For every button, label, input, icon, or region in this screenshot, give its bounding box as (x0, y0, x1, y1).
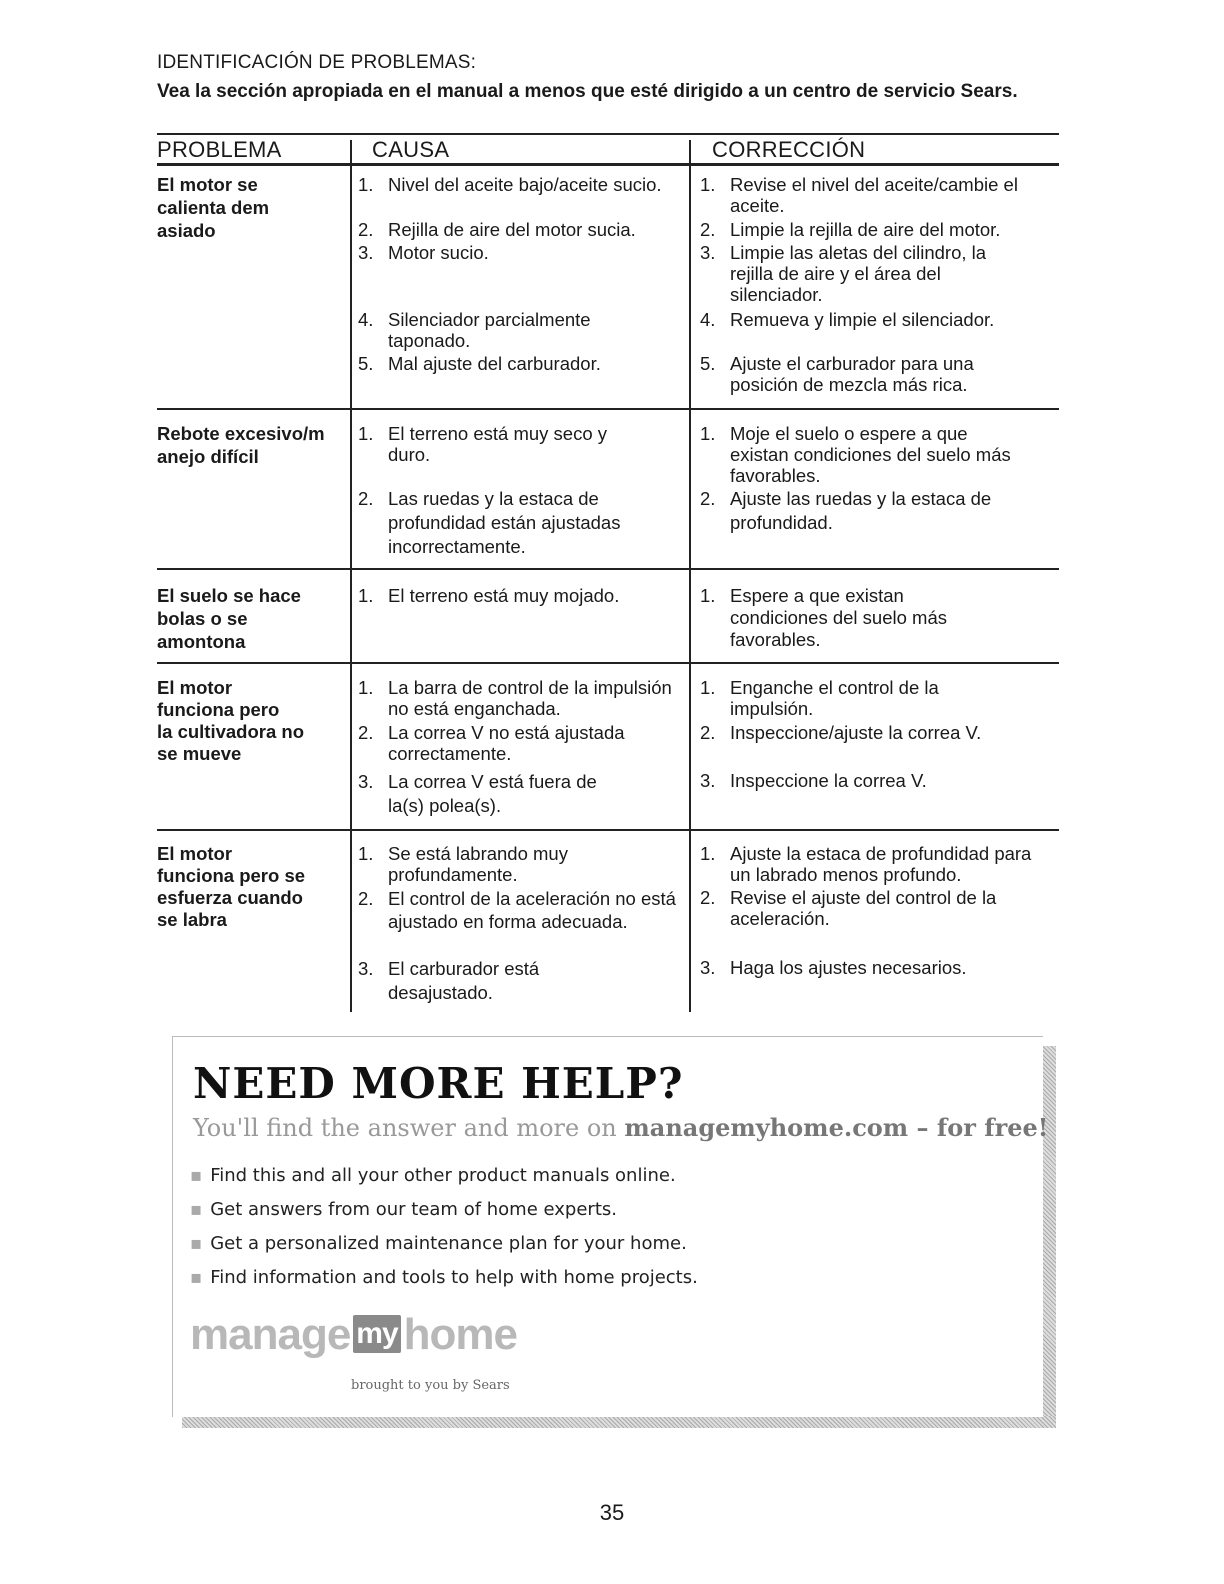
correction-item: 2. Inspeccione/ajuste la correa V. (700, 722, 982, 743)
correction-item: 3. Haga los ajustes necesarios. (700, 957, 967, 978)
col-header-cause: CAUSA (372, 137, 450, 162)
correction-item: 5. Ajuste el carburador para una posición de mezcla más rica. (700, 353, 974, 395)
cause-item: 2. La correa V no está ajustada correctamente. (358, 722, 625, 764)
cause-item: 1. El terreno está muy seco y duro. (358, 423, 608, 465)
logo-tagline: brought to you by Sears (351, 1378, 510, 1393)
help-box-shadow (1042, 1046, 1056, 1428)
correction-item: 2. Ajuste las ruedas y la estaca de profundidad. (700, 488, 992, 533)
cause-item: 1. El terreno está muy mojado. (358, 585, 620, 606)
help-title: NEED MORE HELP? (193, 1059, 684, 1108)
cause-item: 4. Silenciador parcialmente taponado. (358, 309, 591, 351)
list-item: ▪ Get a personalized maintenance plan for your home. (190, 1233, 687, 1254)
cause-item: 1. Nivel del aceite bajo/aceite sucio. (358, 174, 662, 195)
help-site-link[interactable]: managemyhome.com – for free! (624, 1113, 1049, 1142)
col-header-problem: PROBLEMA (157, 137, 282, 162)
list-item: ▪ Find information and tools to help with home projects. (190, 1267, 698, 1288)
correction-item: 1. Moje el suelo o espere a que existan condiciones del suelo más favorables. (700, 423, 1011, 486)
table-top-rule (157, 133, 1059, 135)
list-item: ▪ Get answers from our team of home experts. (190, 1199, 617, 1220)
correction-item: 4. Remueva y limpie el silenciador. (700, 309, 995, 330)
row-rule (157, 829, 1059, 831)
cause-item: 2. El control de la aceleración no está ajustado en forma adecuada. (358, 888, 676, 932)
cause-item: 2. Las ruedas y la estaca de profundidad están ajustadas incorrectamente. (358, 488, 621, 557)
correction-item: 3. Limpie las aletas del cilindro, la rejilla de aire y el área del silenciador. (700, 242, 987, 305)
correction-item: 2. Revise el ajuste del control de la aceleración. (700, 887, 997, 929)
cause-item: 3. La correa V está fuera de la(s) polea(s). (358, 771, 597, 816)
correction-item: 1. Espere a que existan condiciones del suelo más favorables. (700, 585, 947, 650)
cause-item: 3. El carburador está desajustado. (358, 958, 540, 1003)
row-rule (157, 408, 1059, 410)
help-subtitle: You'll find the answer and more on managemyhome.com – for free! (193, 1113, 1049, 1142)
col-divider-2 (689, 140, 691, 1012)
col-header-correction: CORRECCIÓN (712, 137, 866, 162)
problem-cell: El motor funciona pero la cultivadora no se mueve (157, 677, 305, 764)
col-divider-1 (350, 140, 352, 1012)
cause-item: 2. Rejilla de aire del motor sucia. (358, 219, 636, 240)
row-rule (157, 662, 1059, 664)
row-rule (157, 568, 1059, 570)
cause-item: 5. Mal ajuste del carburador. (358, 353, 601, 374)
problem-cell: El motor funciona pero se esfuerza cuando se labra (157, 843, 306, 930)
correction-item: 1. Revise el nivel del aceite/cambie el aceite. (700, 174, 1018, 216)
problem-cell: Rebote excesivo/m anejo difícil (157, 423, 325, 467)
correction-item: 2. Limpie la rejilla de aire del motor. (700, 219, 1001, 240)
help-box-shadow (182, 1416, 1056, 1428)
problem-cell: El motor se calienta dem asiado (157, 174, 270, 241)
table-header-rule (157, 163, 1059, 166)
correction-item: 1. Enganche el control de la impulsión. (700, 677, 939, 719)
correction-item: 1. Ajuste la estaca de profundidad para un labrado menos profundo. (700, 843, 1032, 885)
problem-cell: El suelo se hace bolas o se amontona (157, 585, 301, 652)
section-subtitle: Vea la sección apropiada en el manual a menos que esté dirigido a un centro de servicio Sears. (157, 81, 1018, 102)
correction-item: 3. Inspeccione la correa V. (700, 770, 927, 791)
page-number: 35 (599, 1500, 625, 1525)
section-title: IDENTIFICACIÓN DE PROBLEMAS: (157, 52, 477, 73)
help-bullet-list (190, 1165, 698, 1301)
list-item: ▪ Find this and all your other product manuals online. (190, 1165, 676, 1186)
cause-item: 3. Motor sucio. (358, 242, 489, 263)
cause-item: 1. La barra de control de la impulsión no está enganchada. (358, 677, 672, 719)
cause-item: 1. Se está labrando muy profundamente. (358, 843, 568, 885)
managemyhome-logo: manage my home (190, 1310, 518, 1359)
